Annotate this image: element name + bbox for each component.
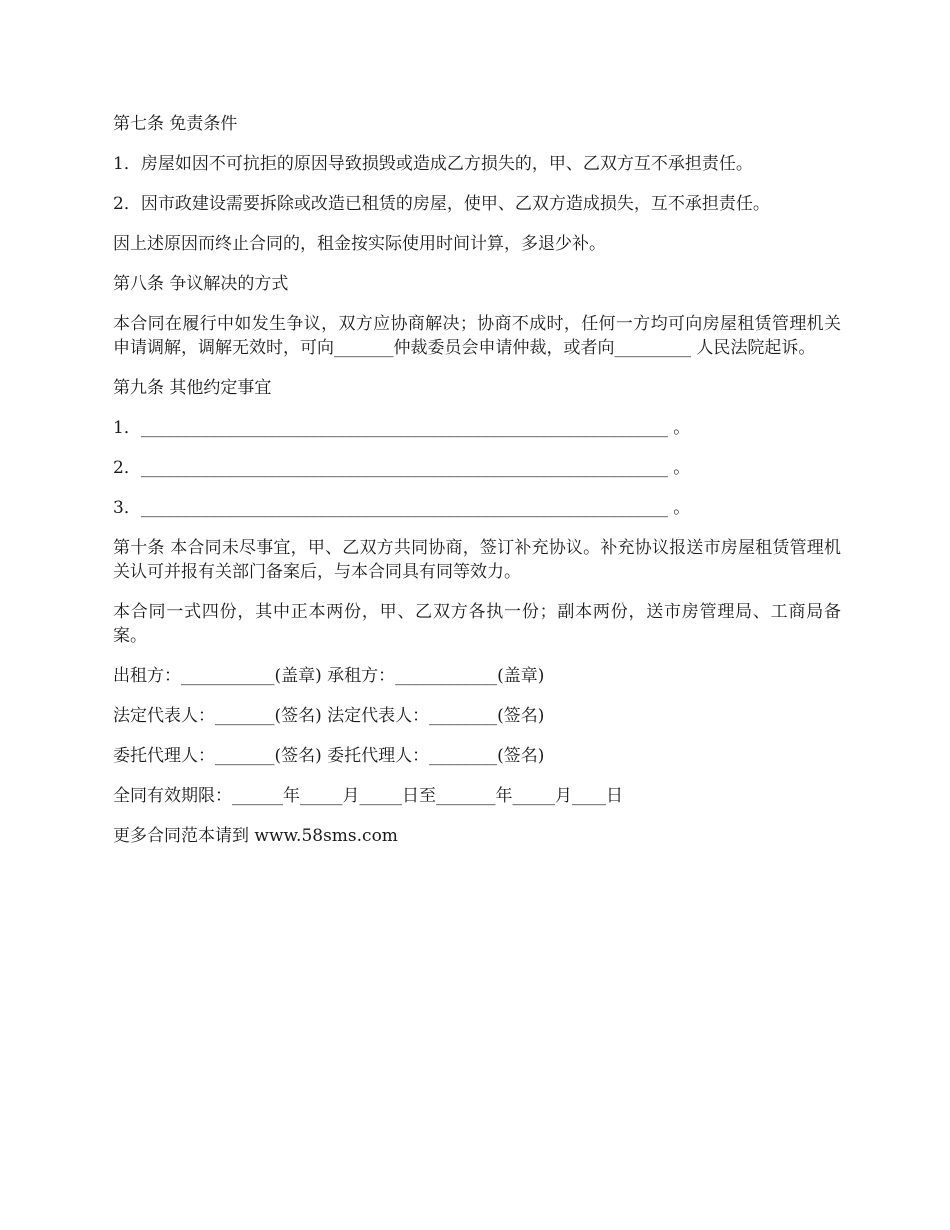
article7-title: 第七条 免责条件: [113, 114, 238, 134]
article9-item2: 2．______________________________________________________________ 。: [113, 458, 691, 478]
article10-body: 第十条 本合同未尽事宜，甲、乙双方共同协商，签订补充协议。补充协议报送市房屋租赁管理机关认可并报有关部门备案后，与本合同具有同等效力。: [113, 538, 841, 582]
lessor-signature-line: 出租方：___________(盖章) 承租方：____________(盖章): [113, 666, 545, 686]
copies-body: 本合同一式四份，其中正本两份，甲、乙双方各执一份；副本两份，送市房管理局、工商局备案。: [113, 602, 841, 646]
article8-body: 本合同在履行中如发生争议，双方应协商解决；协商不成时，任何一方均可向房屋租赁管理机关申请调解，调解无效时，可向_______仲裁委员会申请仲裁，或者向_________ 人民法院起诉。: [113, 314, 841, 358]
article7-note: 因上述原因而终止合同的，租金按实际使用时间计算，多退少补。: [113, 234, 606, 254]
article9-title: 第九条 其他约定事宜: [113, 378, 272, 398]
legal-rep-signature-line: 法定代表人：_______(签名) 法定代表人：________(签名): [113, 706, 545, 726]
agent-signature-line: 委托代理人：_______(签名) 委托代理人：________(签名): [113, 746, 545, 766]
article7-item2: 2．因市政建设需要拆除或改造已租赁的房屋，使甲、乙双方造成损失，互不承担责任。: [113, 194, 770, 214]
footer-link-text: 更多合同范本请到 www.58sms.com: [113, 826, 398, 846]
article9-item1: 1．______________________________________________________________ 。: [113, 418, 691, 438]
article7-item1: 1．房屋如因不可抗拒的原因导致损毁或造成乙方损失的，甲、乙双方互不承担责任。: [113, 154, 753, 174]
article8-title: 第八条 争议解决的方式: [113, 274, 289, 294]
article9-item3: 3．______________________________________________________________ 。: [113, 498, 691, 518]
contract-page: [113, 112, 841, 848]
validity-period-line: 全同有效期限：______年_____月_____日至_______年_____月____日: [113, 786, 623, 806]
